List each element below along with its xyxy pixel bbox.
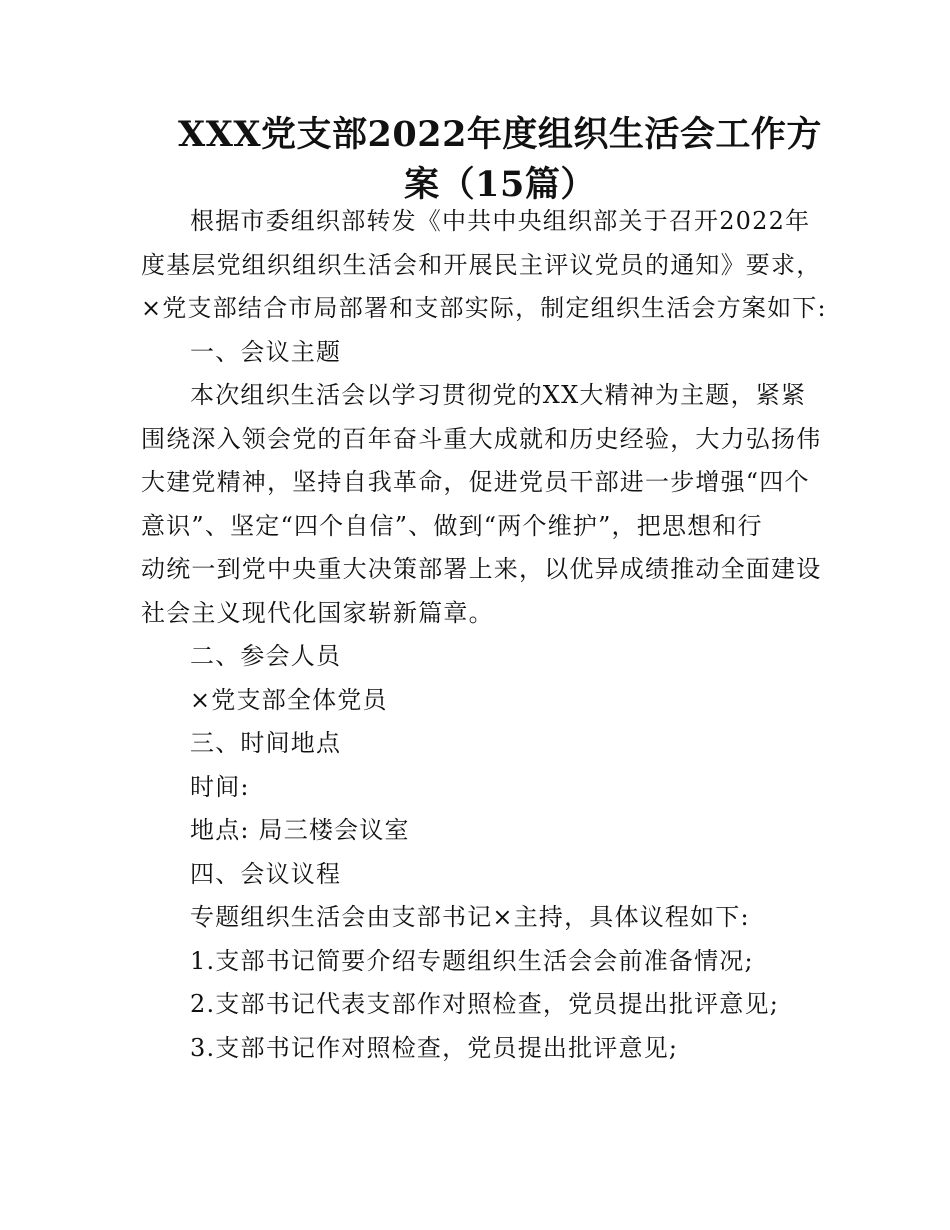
time-line: 时间: [190, 772, 250, 801]
paragraph-line: 大建党精神，坚持自我革命，促进党员干部进一步增强“四个 [141, 468, 810, 496]
agenda-item: 2.支部书记代表支部作对照检查，党员提出批评意见; [190, 990, 779, 1018]
document-title [140, 110, 860, 210]
place-line: 地点: 局三楼会议室 [190, 816, 410, 844]
section-heading-time-place: 三、时间地点 [190, 729, 342, 757]
title-line-2: 案（15篇） [404, 164, 596, 205]
paragraph-line: 围绕深入领会党的百年奋斗重大成就和历史经验，大力弘扬伟 [141, 424, 822, 453]
agenda-item: 3.支部书记作对照检查，党员提出批评意见; [190, 1033, 679, 1062]
paragraph-line: 度基层党组织组织生活会和开展民主评议党员的通知》要求， [141, 250, 822, 279]
paragraph-line: 本次组织生活会以学习贯彻党的XX大精神为主题，紧紧 [190, 381, 807, 409]
paragraph-line: 根据市委组织部转发《中共中央组织部关于召开2022年 [190, 207, 811, 235]
paragraph-line: 动统一到党中央重大决策部署上来，以优异成绩推动全面建设 [141, 555, 822, 583]
paragraph-line: 意识”、坚定“四个自信”、做到“两个维护”，把思想和行 [141, 511, 763, 540]
title-line-1: XXX党支部2022年度组织生活会工作方 [178, 114, 822, 155]
section-heading-theme: 一、会议主题 [190, 337, 342, 366]
paragraph-line: ×党支部全体党员 [190, 685, 388, 714]
paragraph-line: 社会主义现代化国家崭新篇章。 [141, 598, 494, 627]
section-heading-attendees: 二、参会人员 [190, 642, 342, 670]
section-heading-agenda: 四、会议议程 [190, 859, 342, 888]
document-body [141, 200, 827, 1070]
paragraph-line: ×党支部结合市局部署和支部实际，制定组织生活会方案如下: [141, 294, 827, 322]
agenda-item: 1.支部书记简要介绍专题组织生活会会前准备情况; [190, 946, 754, 975]
paragraph-line: 专题组织生活会由支部书记×主持，具体议程如下: [190, 903, 750, 931]
